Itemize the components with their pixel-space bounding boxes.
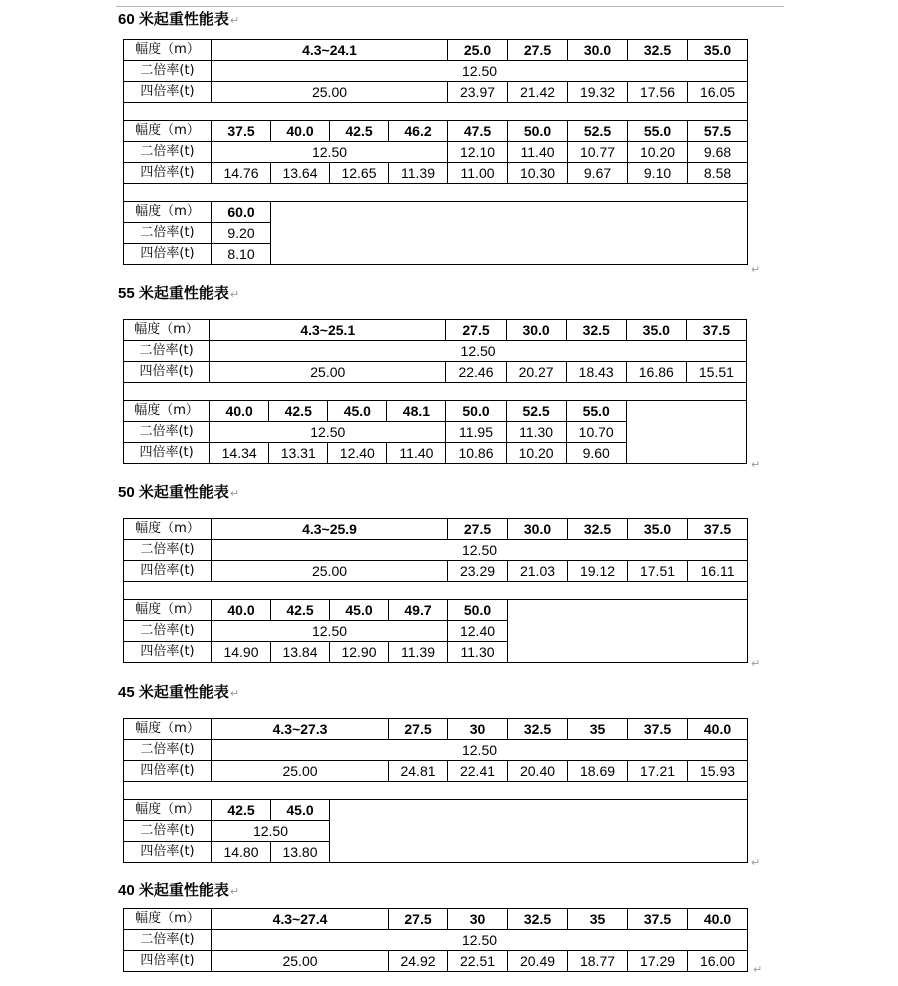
radius-cell: 49.7 [389,600,448,621]
load-cell: 25.00 [212,951,389,972]
radius-cell: 45.0 [330,600,389,621]
radius-label: 幅度（m） [124,401,210,422]
load-cell: 9.60 [566,443,626,464]
radius-cell: 50.0 [508,121,568,142]
radius-cell: 35 [568,909,628,930]
load-cell: 11.95 [446,422,506,443]
load-cell: 9.68 [688,142,748,163]
table-row [124,540,748,561]
radius-cell: 30 [448,909,508,930]
load-cell: 22.51 [448,951,508,972]
spacer-row [124,103,748,121]
table-row [124,40,748,61]
load-cell: 12.50 [212,740,748,761]
table-row [124,930,748,951]
load-cell: 11.40 [387,443,446,464]
load-cell: 19.32 [568,82,628,103]
load-cell: 11.30 [448,642,508,663]
radius-cell: 4.3~24.1 [212,40,448,61]
radius-cell: 37.5 [628,719,688,740]
radius-cell: 32.5 [628,40,688,61]
radius-cell: 40.0 [688,909,748,930]
radius-cell: 50.0 [448,600,508,621]
radius-cell: 27.5 [448,519,508,540]
load-cell: 21.03 [508,561,568,582]
table-row [124,202,748,223]
radius-label: 幅度（m） [124,121,212,142]
table-row [124,800,748,821]
load-cell: 9.67 [568,163,628,184]
radius-cell: 27.5 [389,909,448,930]
radius-cell: 52.5 [568,121,628,142]
section-title-60: 60 米起重性能表↵ [118,10,240,28]
radius-cell: 37.5 [686,320,746,341]
radius-label: 幅度（m） [124,320,210,341]
table-row [124,519,748,540]
section-title-55: 55 米起重性能表↵ [118,284,240,302]
radius-cell: 37.5 [628,909,688,930]
load-cell: 23.97 [448,82,508,103]
load-cell: 11.39 [389,163,448,184]
load-cell: 11.40 [508,142,568,163]
load-cell: 16.11 [688,561,748,582]
load-cell: 12.40 [448,621,508,642]
radius-cell: 30 [448,719,508,740]
two-fall-label: 二倍率(t) [124,61,212,82]
radius-cell: 4.3~27.4 [212,909,389,930]
load-cell: 18.69 [568,761,628,782]
load-cell: 15.51 [686,362,746,383]
load-cell: 8.58 [688,163,748,184]
load-cell: 21.42 [508,82,568,103]
spacer-row [124,582,748,600]
radius-cell: 25.0 [448,40,508,61]
load-cell: 8.10 [212,244,271,265]
radius-cell: 32.5 [508,719,568,740]
radius-cell: 57.5 [688,121,748,142]
section-title-45: 45 米起重性能表↵ [118,683,240,701]
table-row [124,761,748,782]
load-table-45 [123,718,748,863]
two-fall-label: 二倍率(t) [124,540,212,561]
load-cell: 22.46 [446,362,506,383]
load-table-55 [123,319,747,464]
radius-cell: 4.3~25.9 [212,519,448,540]
radius-cell: 27.5 [508,40,568,61]
load-cell: 12.50 [212,142,448,163]
load-cell: 20.27 [506,362,566,383]
radius-cell: 37.5 [688,519,748,540]
load-cell: 10.30 [508,163,568,184]
table-row [124,719,748,740]
table-row [124,341,747,362]
load-table-60 [123,39,748,265]
two-fall-label: 二倍率(t) [124,223,212,244]
table-row [124,142,748,163]
two-fall-label: 二倍率(t) [124,621,212,642]
radius-cell: 45.0 [328,401,387,422]
table-row [124,61,748,82]
load-cell: 12.65 [330,163,389,184]
table-row [124,320,747,341]
load-cell: 12.40 [328,443,387,464]
table-row [124,163,748,184]
table-row [124,82,748,103]
radius-cell: 27.5 [389,719,448,740]
load-cell: 10.86 [446,443,506,464]
load-cell: 23.29 [448,561,508,582]
radius-cell: 42.5 [212,800,271,821]
four-fall-label: 四倍率(t) [124,163,212,184]
load-cell: 14.76 [212,163,271,184]
radius-cell: 32.5 [566,320,626,341]
spacer-row [124,782,748,800]
load-cell: 10.70 [566,422,626,443]
load-cell: 10.77 [568,142,628,163]
radius-cell: 37.5 [212,121,271,142]
two-fall-label: 二倍率(t) [124,740,212,761]
radius-cell: 48.1 [387,401,446,422]
two-fall-label: 二倍率(t) [124,930,212,951]
four-fall-label: 四倍率(t) [124,642,212,663]
load-cell: 12.50 [210,341,747,362]
four-fall-label: 四倍率(t) [124,561,212,582]
radius-cell: 30.0 [508,519,568,540]
four-fall-label: 四倍率(t) [124,842,212,863]
load-cell: 17.29 [628,951,688,972]
load-cell: 14.80 [212,842,271,863]
radius-cell: 30.0 [568,40,628,61]
radius-cell: 52.5 [506,401,566,422]
two-fall-label: 二倍率(t) [124,821,212,842]
radius-cell: 30.0 [506,320,566,341]
load-cell: 12.50 [212,540,748,561]
radius-cell: 35 [568,719,628,740]
load-cell: 10.20 [628,142,688,163]
radius-label: 幅度（m） [124,202,212,223]
radius-cell: 42.5 [271,600,330,621]
load-cell: 17.21 [628,761,688,782]
table-row [124,600,748,621]
load-cell: 12.10 [448,142,508,163]
radius-cell: 32.5 [508,909,568,930]
spacer-row [124,184,748,202]
two-fall-label: 二倍率(t) [124,341,210,362]
radius-cell: 50.0 [446,401,506,422]
table-row [124,362,747,383]
load-cell: 13.64 [271,163,330,184]
load-cell: 10.20 [506,443,566,464]
load-cell: 12.50 [212,821,330,842]
table-row [124,561,748,582]
radius-label: 幅度（m） [124,40,212,61]
load-cell: 25.00 [212,561,448,582]
load-table-50 [123,518,748,663]
four-fall-label: 四倍率(t) [124,761,212,782]
radius-cell: 35.0 [688,40,748,61]
load-cell: 25.00 [210,362,446,383]
spacer-row [124,383,747,401]
radius-cell: 27.5 [446,320,506,341]
load-cell: 11.39 [389,642,448,663]
table-row [124,740,748,761]
load-cell: 13.84 [271,642,330,663]
four-fall-label: 四倍率(t) [124,443,210,464]
load-cell: 13.80 [271,842,330,863]
radius-cell: 4.3~27.3 [212,719,389,740]
radius-cell: 40.0 [271,121,330,142]
radius-cell: 45.0 [271,800,330,821]
load-cell: 25.00 [212,761,389,782]
radius-cell: 55.0 [628,121,688,142]
radius-cell: 42.5 [269,401,328,422]
load-cell: 11.00 [448,163,508,184]
radius-label: 幅度（m） [124,600,212,621]
radius-cell: 4.3~25.1 [210,320,446,341]
radius-cell: 35.0 [628,519,688,540]
load-cell: 24.81 [389,761,448,782]
load-cell: 16.86 [626,362,686,383]
load-cell: 9.20 [212,223,271,244]
table-row [124,951,748,972]
load-cell: 14.34 [210,443,269,464]
load-cell: 17.56 [628,82,688,103]
section-title-50: 50 米起重性能表↵ [118,483,240,501]
load-cell: 16.05 [688,82,748,103]
load-cell: 24.92 [389,951,448,972]
two-fall-label: 二倍率(t) [124,142,212,163]
load-cell: 12.50 [212,621,448,642]
radius-cell: 40.0 [688,719,748,740]
load-cell: 25.00 [212,82,448,103]
load-cell: 12.50 [212,61,748,82]
four-fall-label: 四倍率(t) [124,244,212,265]
radius-cell: 32.5 [568,519,628,540]
load-cell: 16.00 [688,951,748,972]
radius-cell: 47.5 [448,121,508,142]
table-row [124,909,748,930]
radius-label: 幅度（m） [124,800,212,821]
radius-cell: 46.2 [389,121,448,142]
load-cell: 20.49 [508,951,568,972]
load-cell: 15.93 [688,761,748,782]
section-title-40: 40 米起重性能表↵ [118,881,240,899]
load-table-40 [123,908,748,972]
load-cell: 19.12 [568,561,628,582]
two-fall-label: 二倍率(t) [124,422,210,443]
radius-cell: 40.0 [210,401,269,422]
four-fall-label: 四倍率(t) [124,951,212,972]
load-cell: 12.50 [210,422,446,443]
radius-cell: 35.0 [626,320,686,341]
radius-label: 幅度（m） [124,909,212,930]
load-cell: 11.30 [506,422,566,443]
four-fall-label: 四倍率(t) [124,82,212,103]
load-cell: 12.50 [212,930,748,951]
table-row [124,401,747,422]
radius-label: 幅度（m） [124,519,212,540]
load-cell: 17.51 [628,561,688,582]
table-row [124,121,748,142]
radius-cell: 55.0 [566,401,626,422]
page-top-rule [116,6,784,7]
load-cell: 18.43 [566,362,626,383]
load-cell: 13.31 [269,443,328,464]
load-cell: 14.90 [212,642,271,663]
radius-cell: 60.0 [212,202,271,223]
load-cell: 22.41 [448,761,508,782]
radius-label: 幅度（m） [124,719,212,740]
load-cell: 9.10 [628,163,688,184]
load-cell: 12.90 [330,642,389,663]
four-fall-label: 四倍率(t) [124,362,210,383]
radius-cell: 40.0 [212,600,271,621]
radius-cell: 42.5 [330,121,389,142]
load-cell: 20.40 [508,761,568,782]
load-cell: 18.77 [568,951,628,972]
